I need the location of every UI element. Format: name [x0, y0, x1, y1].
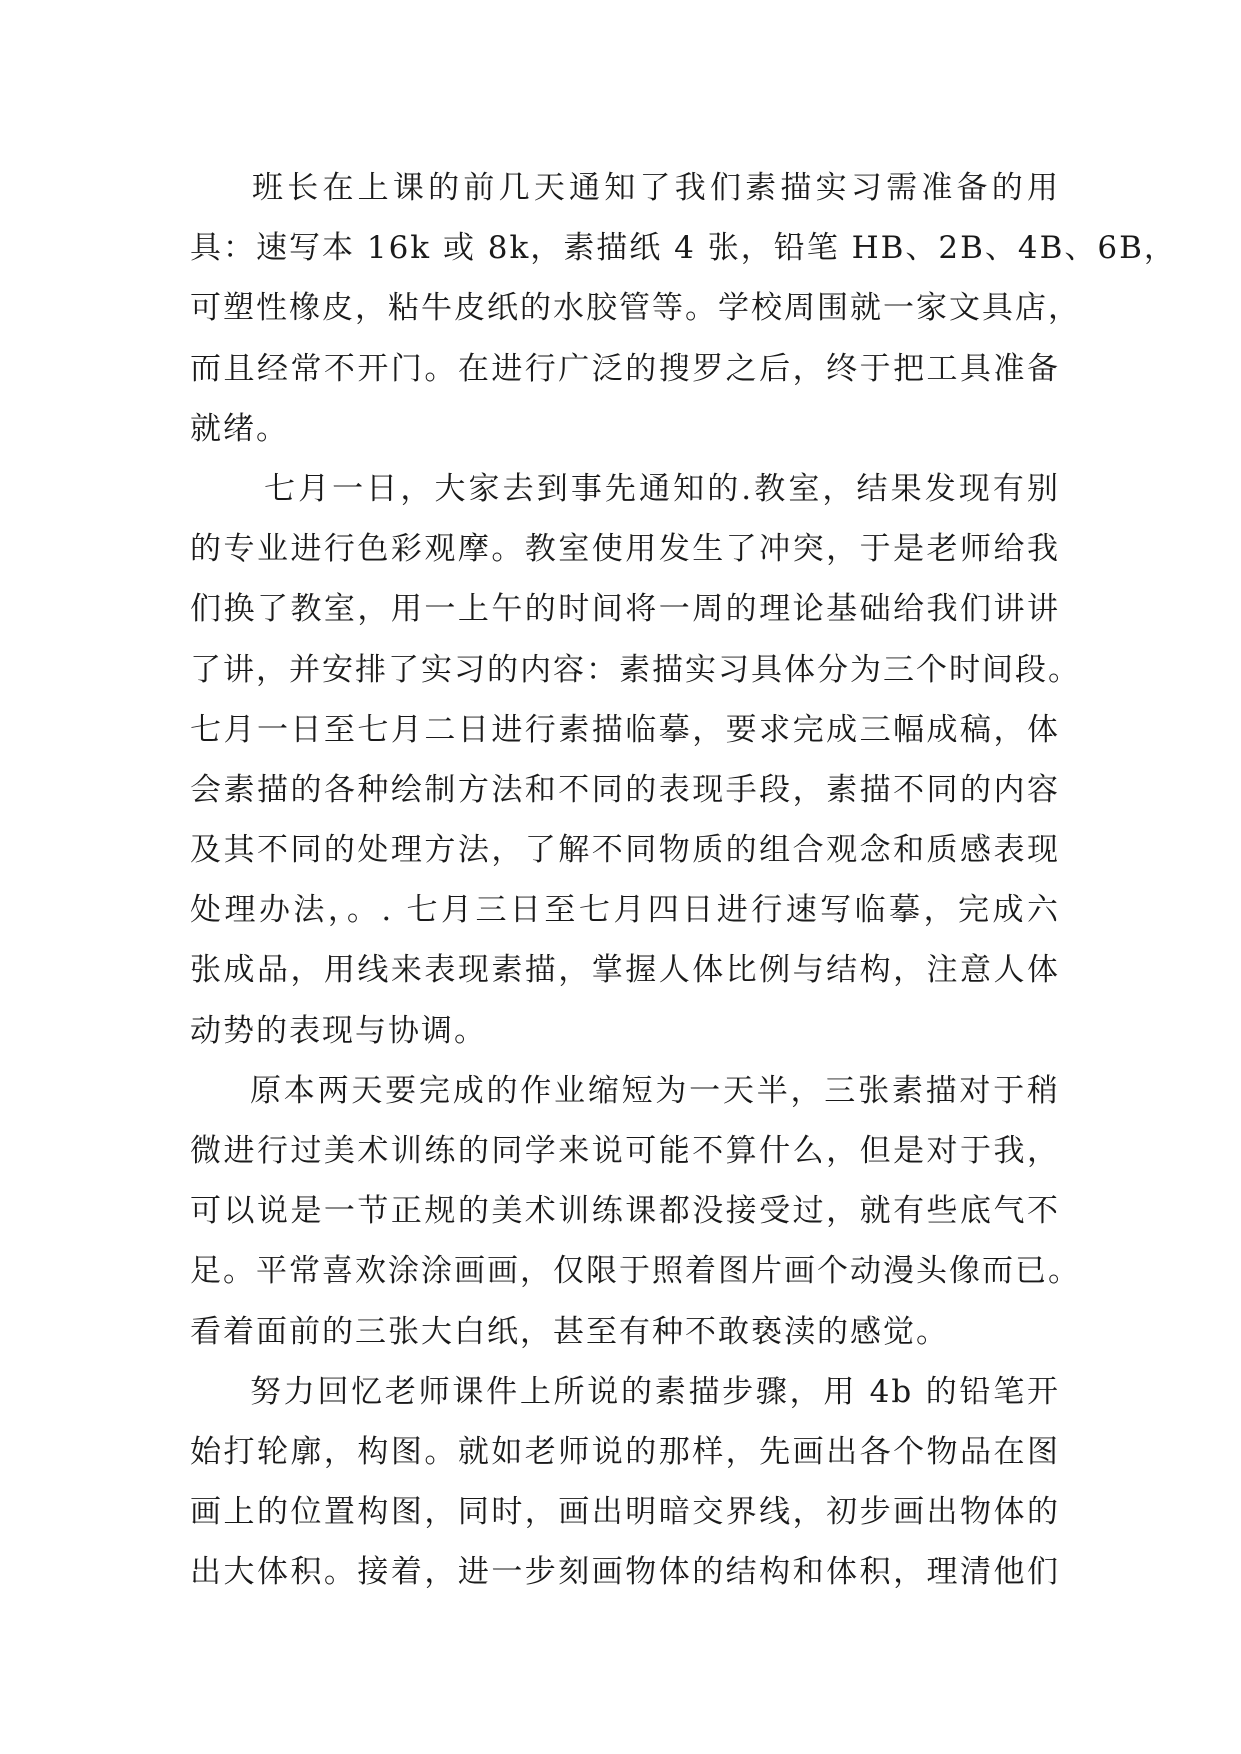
- text-line: 具：速写本 16k 或 8k，素描纸 4 张，铅笔 HB、2B、4B、6B，: [190, 230, 1177, 267]
- text-line: 足。平常喜欢涂涂画画，仅限于照着图片画个动漫头像而已。: [190, 1253, 1081, 1290]
- text-line: 七月一日至七月二日进行素描临摹，要求完成三幅成稿，体: [190, 711, 1060, 748]
- text-line: 看着面前的三张大白纸，甚至有种不敢亵渎的感觉。: [190, 1313, 949, 1350]
- text-line: 班长在上课的前几天通知了我们素描实习需准备的用: [252, 170, 1060, 206]
- text-line: 们换了教室，用一上午的时间将一周的理论基础给我们讲讲: [190, 591, 1060, 628]
- text-line: 动势的表现与协调。: [190, 1012, 487, 1049]
- text-line: 处理办法，。. 七月三日至七月四日进行速写临摹，完成六: [190, 892, 1060, 929]
- text-line: 会素描的各种绘制方法和不同的表现手段，素描不同的内容: [190, 771, 1060, 808]
- text-line: 努力回忆老师课件上所说的素描步骤，用 4b 的铅笔开: [250, 1373, 1060, 1410]
- text-line: 可塑性橡皮，粘牛皮纸的水胶管等。学校周围就一家文具店，: [190, 290, 1081, 327]
- document-body: [190, 158, 1177, 1603]
- text-line: 微进行过美术训练的同学来说可能不算什么，但是对于我，: [190, 1133, 1060, 1169]
- text-line: 而且经常不开门。在进行广泛的搜罗之后，终于把工具准备: [190, 350, 1060, 387]
- paragraph-4: [190, 1362, 1060, 1603]
- text-line: 可以说是一节正规的美术训练课都没接受过，就有些底气不: [190, 1193, 1060, 1230]
- text-line: 及其不同的处理方法，了解不同物质的组合观念和质感表现: [190, 832, 1060, 869]
- text-line: 始打轮廓，构图。就如老师说的那样，先画出各个物品在图: [190, 1433, 1060, 1470]
- paragraph-2: [190, 459, 1081, 1061]
- paragraph-1: [190, 158, 1177, 459]
- text-line: 的专业进行色彩观摩。教室使用发生了冲突，于是老师给我: [190, 531, 1060, 568]
- text-line: 出大体积。接着，进一步刻画物体的结构和体积，理清他们: [190, 1554, 1060, 1591]
- text-line: 张成品，用线来表现素描，掌握人体比例与结构，注意人体: [190, 952, 1060, 989]
- text-line: 就绪。: [190, 410, 289, 447]
- text-line: 了讲，并安排了实习的内容：素描实习具体分为三个时间段。: [190, 651, 1081, 688]
- text-line: 七月一日，大家去到事先通知的.教室，结果发现有别: [264, 470, 1060, 507]
- paragraph-3: [190, 1061, 1081, 1362]
- text-line: 画上的位置构图，同时，画出明暗交界线，初步画出物体的: [190, 1494, 1060, 1531]
- text-line: 原本两天要完成的作业缩短为一天半，三张素描对于稍: [250, 1072, 1060, 1109]
